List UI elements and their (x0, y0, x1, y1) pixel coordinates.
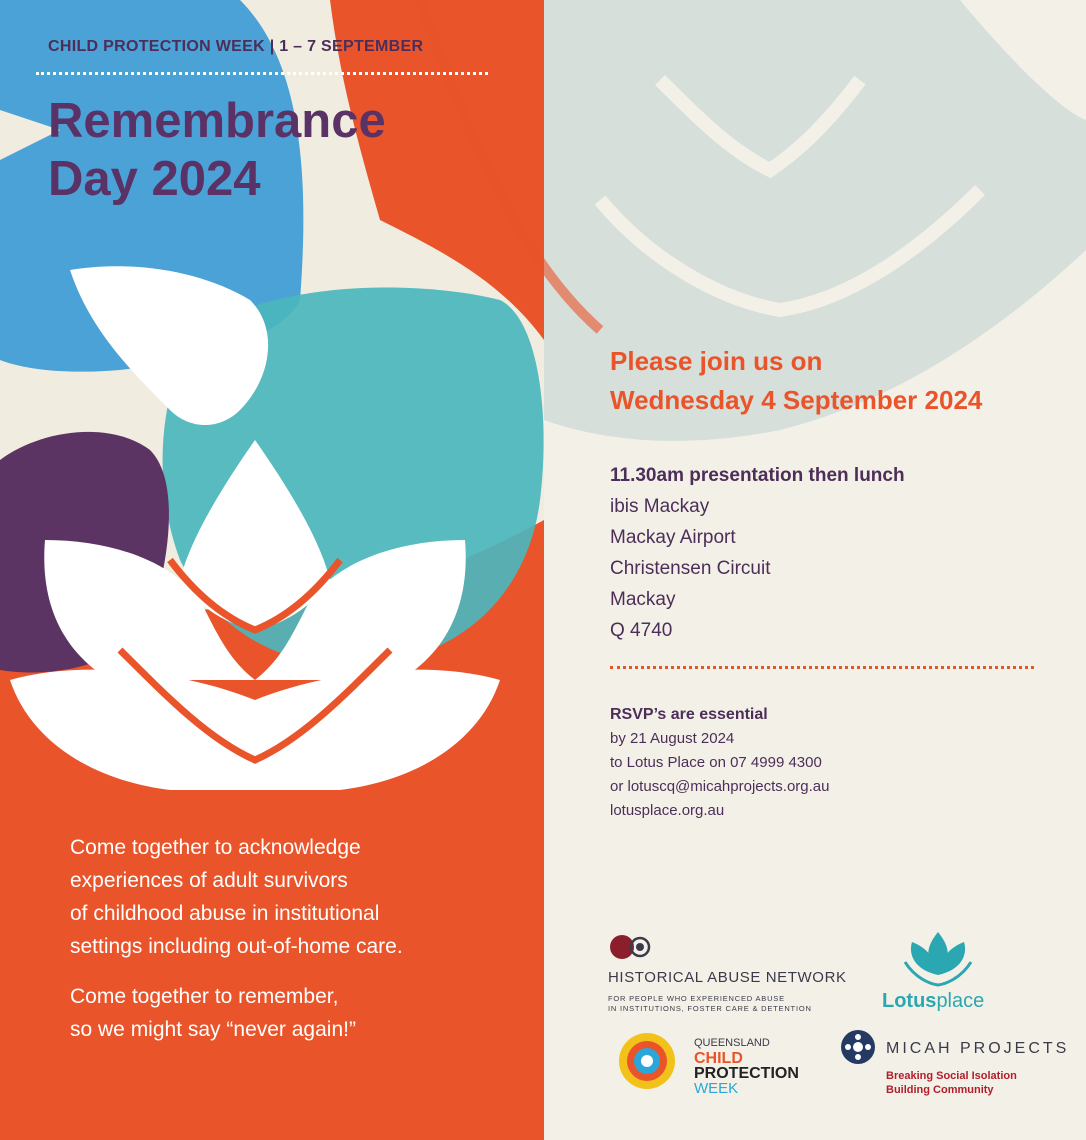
lotus-place-logo-name: Lotusplace (882, 990, 985, 1012)
event-time: 11.30am presentation then lunch (610, 465, 905, 486)
micah-projects-logo-name: MICAH PROJECTS (886, 1040, 1070, 1057)
historical-abuse-network-logo-mark (610, 935, 649, 959)
join-line-1: Please join us on (610, 346, 823, 376)
han-logo-tagline: FOR PEOPLE WHO EXPERIENCED ABUSE IN INSTITUTIONS, FOSTER CARE & DETENTION (608, 994, 812, 1013)
join-line-2: Wednesday 4 September 2024 (610, 385, 983, 415)
event-details (610, 460, 905, 646)
event-kicker: CHILD PROTECTION WEEK | 1 – 7 SEPTEMBER (48, 38, 424, 55)
venue-line-2: Mackay Airport (610, 527, 736, 548)
copy-paragraph-1: Come together to acknowledge experiences of adult survivors of childhood abuse in institutional settings including out-of-home care. (70, 836, 403, 958)
kicker-divider (36, 72, 488, 75)
han-logo-name: HISTORICAL ABUSE NETWORK (608, 969, 847, 986)
rsvp-email[interactable]: or lotuscq@micahprojects.org.au (610, 778, 830, 795)
join-heading (610, 342, 982, 420)
body-copy (70, 831, 510, 1063)
micah-projects-logo-mark (841, 1030, 875, 1064)
rsvp-block (610, 703, 830, 823)
rsvp-heading: RSVP’s are essential (610, 706, 768, 723)
rsvp-deadline: by 21 August 2024 (610, 730, 735, 747)
rsvp-website[interactable]: lotusplace.org.au (610, 802, 725, 819)
details-divider (610, 666, 1034, 669)
venue-name: ibis Mackay (610, 496, 710, 517)
child-protection-week-logo-mark (619, 1033, 675, 1089)
venue-postcode: Q 4740 (610, 620, 673, 641)
copy-paragraph-2: Come together to remember, so we might say “never again!” (70, 985, 356, 1041)
micah-projects-tagline: Breaking Social Isolation Building Community (886, 1070, 1017, 1096)
page-title: Remembrance Day 2024 (48, 94, 386, 206)
cpw-logo-name: QUEENSLAND CHILD PROTECTION WEEK (694, 1037, 799, 1097)
venue-line-4: Mackay (610, 589, 676, 610)
rsvp-phone[interactable]: to Lotus Place on 07 4999 4300 (610, 754, 822, 771)
venue-line-3: Christensen Circuit (610, 558, 771, 579)
